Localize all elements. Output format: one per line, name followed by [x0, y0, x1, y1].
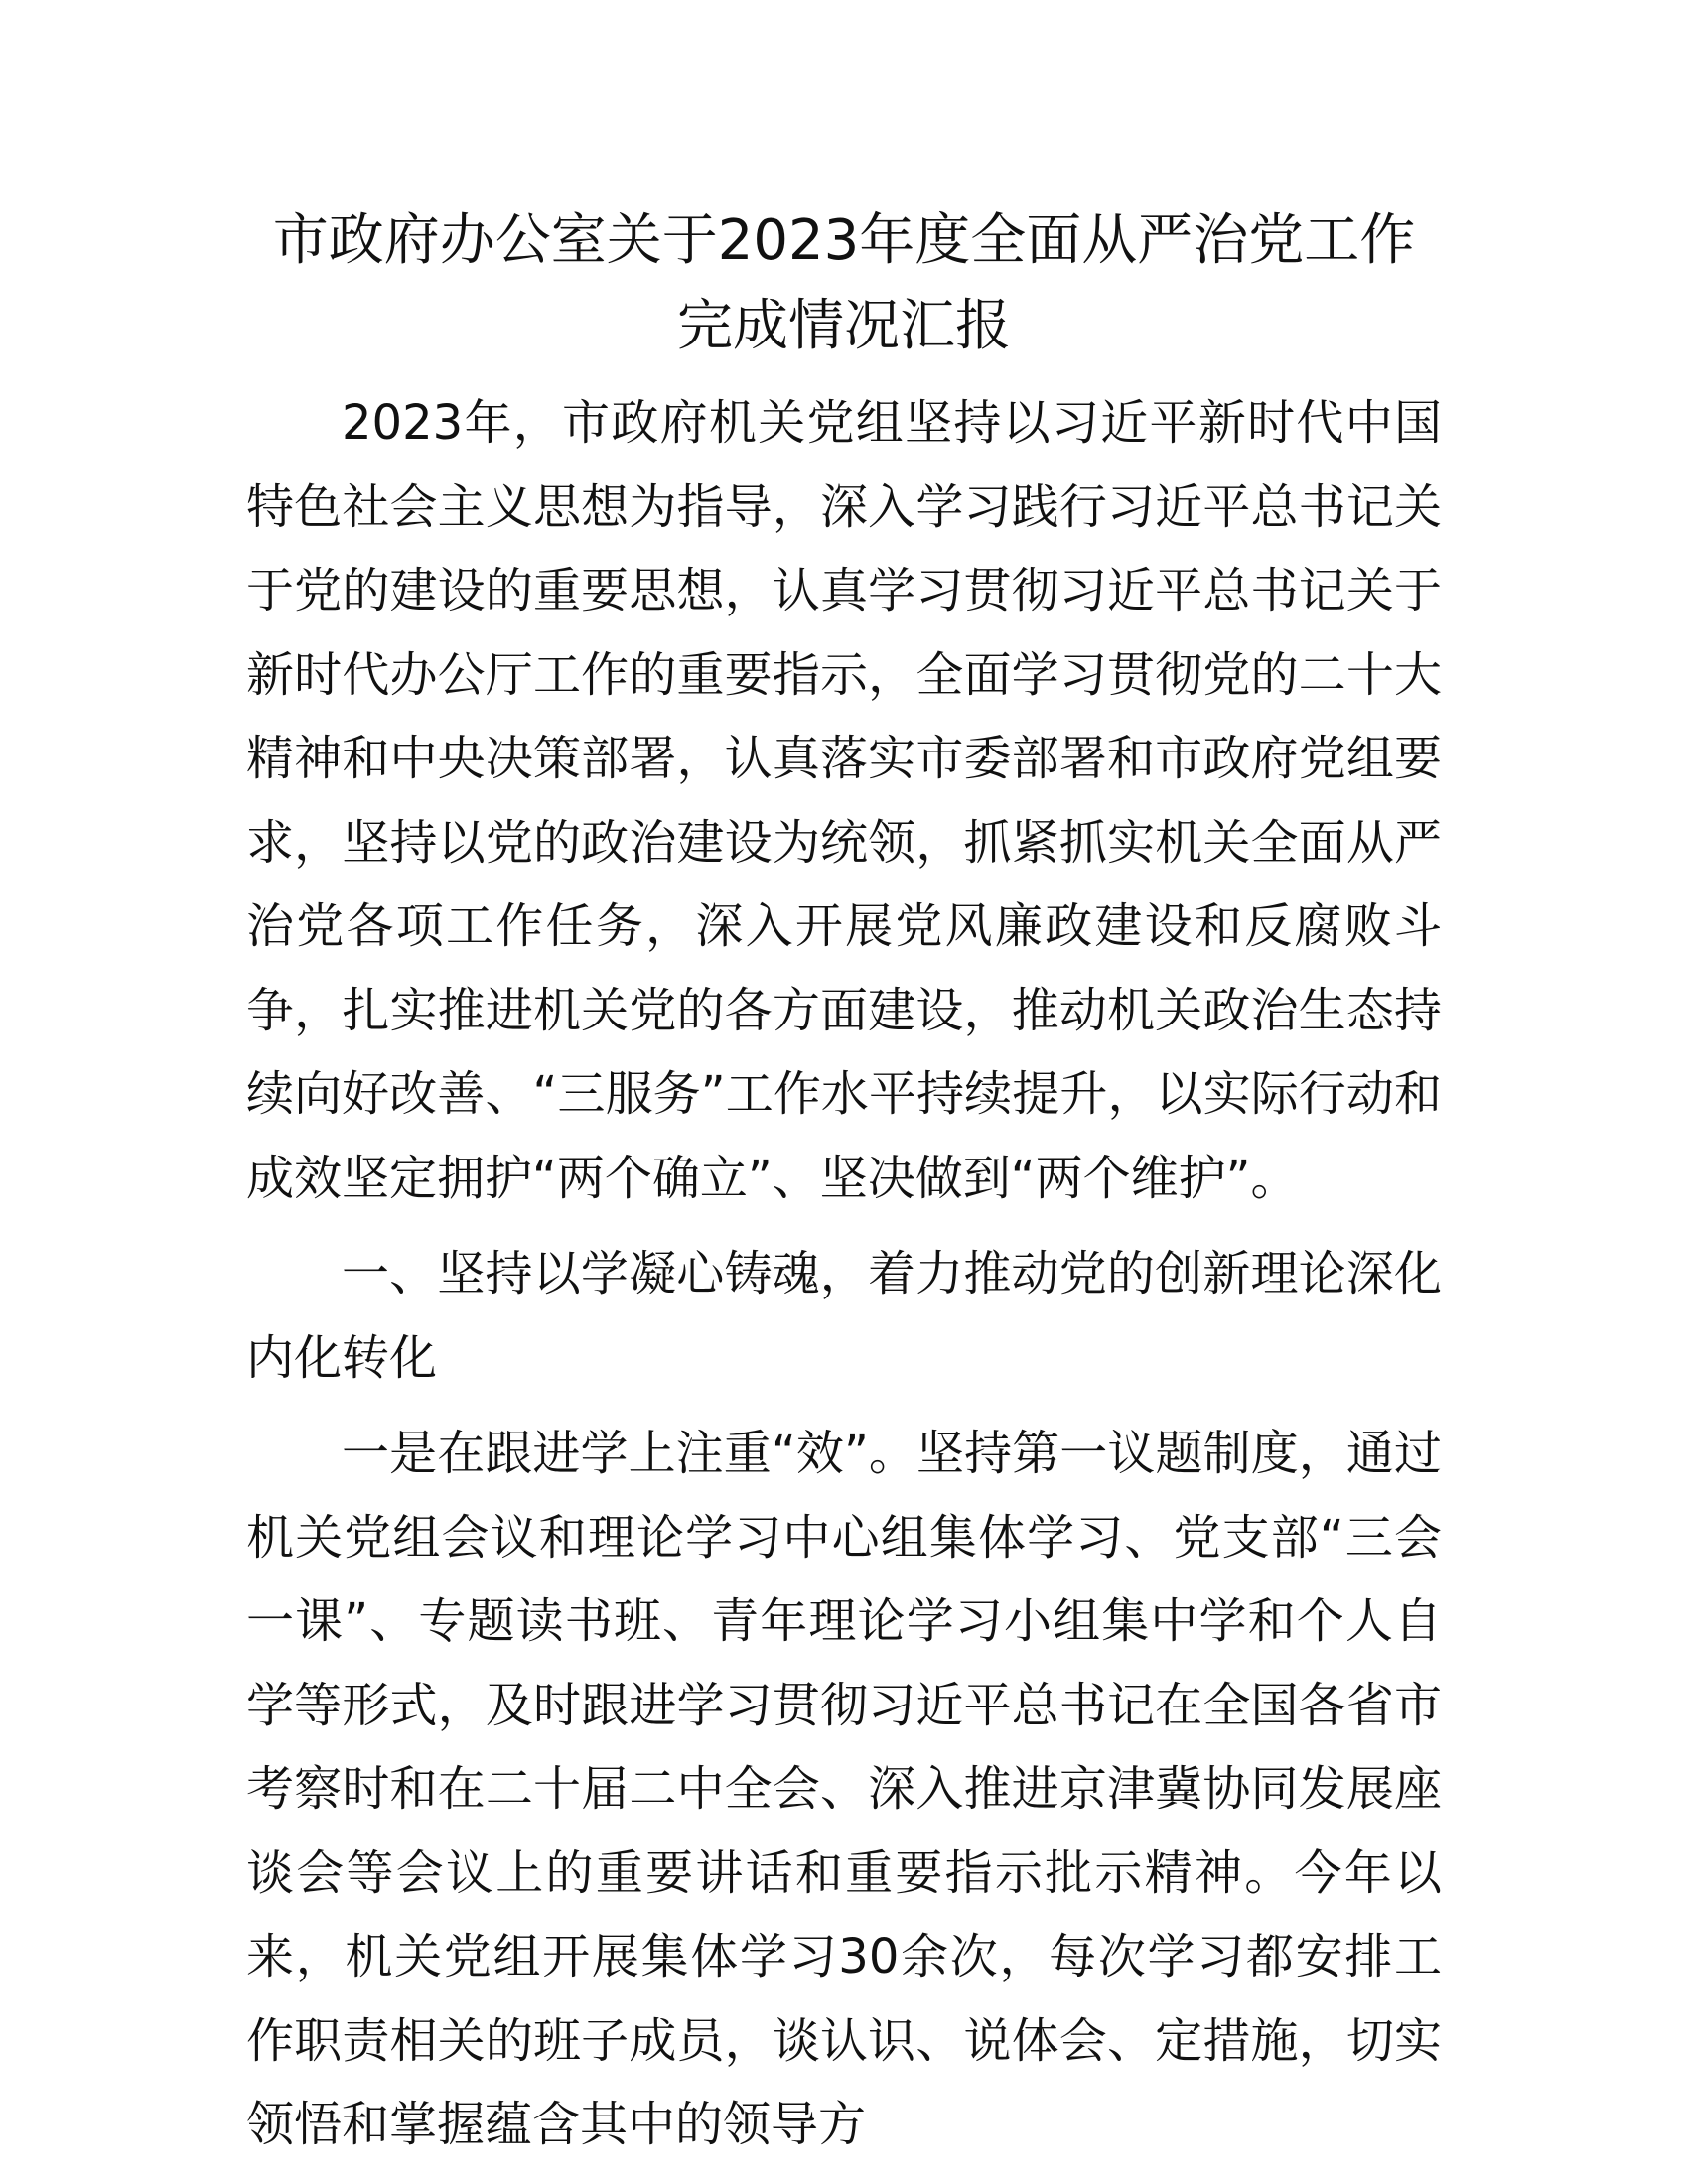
title-line-2: 完成情况汇报 — [677, 294, 1011, 358]
document-title — [246, 199, 1442, 369]
body-paragraph-1: 一是在跟进学上注重“效”。坚持第一议题制度，通过机关党组会议和理论学习中心组集体学习、党支部“三会一课”、专题读书班、青年理论学习小组集中学和个人自学等形式，及时跟进学习贯彻习近平总书记在全国各省市考察时和在二十届二中全会、深入推进京津冀协同发展座谈会等会议上的重要讲话和重要指示批示精神。今年以来，机关党组开展集体学习30余次，每次学习都安排工作职责相关的班子成员，谈认识、说体会、定措施，切实领悟和掌握蕴含其中的领导方 — [246, 1426, 1442, 2152]
document-body — [246, 199, 1442, 2167]
title-line-1: 市政府办公室关于2023年度全面从严治党工作 — [272, 208, 1416, 273]
section-heading-1: 一、坚持以学凝心铸魂，着力推动党的创新理论深化内化转化 — [246, 1246, 1442, 1386]
intro-paragraph: 2023年，市政府机关党组坚持以习近平新时代中国特色社会主义思想为指导，深入学习践行习近平总书记关于党的建设的重要思想，认真学习贯彻习近平总书记关于新时代办公厅工作的重要指示，全面学习贯彻党的二十大精神和中央决策部署，认真落实市委部署和市政府党组要求，坚持以党的政治建设为统领，抓紧抓实机关全面从严治党各项工作任务，深入开展党风廉政建设和反腐败斗争，扎实推进机关党的各方面建设，推动机关政治生态持续向好改善、“三服务”工作水平持续提升，以实际行动和成效坚定拥护“两个确立”、坚决做到“两个维护”。 — [246, 395, 1442, 1206]
